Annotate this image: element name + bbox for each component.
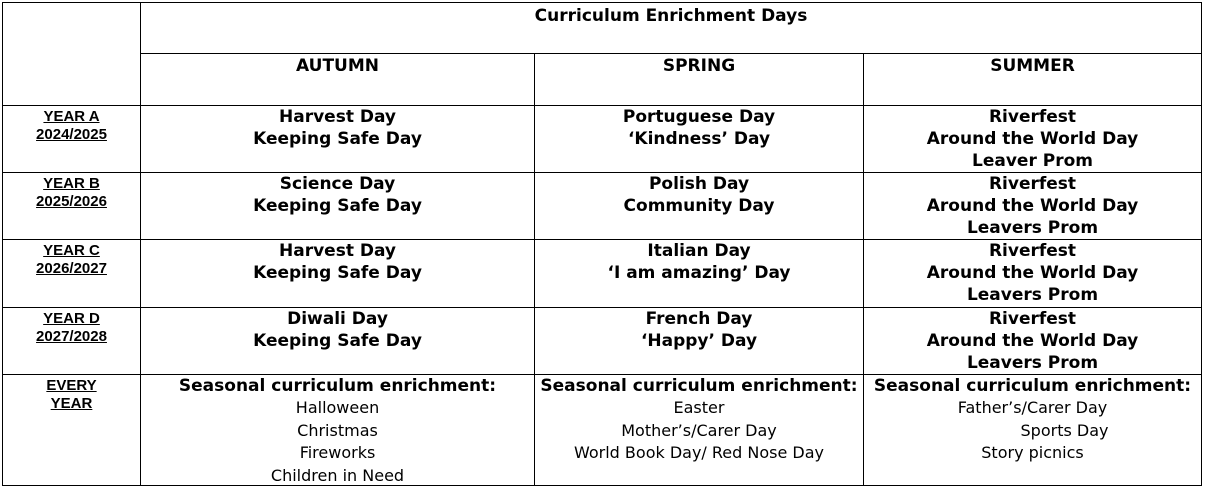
- event-item: Italian Day: [647, 241, 751, 261]
- table-border-right: [1201, 2, 1202, 486]
- year-a-summer-cell: [864, 106, 1201, 172]
- year-label-b: [3, 175, 140, 211]
- event-item: Riverfest: [988, 174, 1077, 194]
- event-item: Portuguese Day: [622, 107, 776, 127]
- year-label-d: [3, 310, 140, 346]
- event-item: Keeping Safe Day: [253, 263, 422, 283]
- event-item: Polish Day: [648, 174, 750, 194]
- event-item: French Day: [645, 309, 753, 329]
- event-item: ‘I am amazing’ Day: [607, 263, 791, 283]
- year-d-summer-cell: [864, 308, 1201, 374]
- seasonal-item: Fireworks: [299, 443, 376, 462]
- season-header-summer: SUMMER: [990, 56, 1075, 76]
- event-item: Around the World Day: [926, 331, 1139, 351]
- year-span: 2027/2028: [36, 328, 107, 345]
- seasonal-item: Story picnics: [981, 443, 1084, 462]
- year-span: 2024/2025: [36, 126, 107, 143]
- seasonal-item: Sports Day: [1020, 420, 1109, 440]
- seasonal-item: Christmas: [297, 420, 378, 440]
- event-item: Harvest Day: [279, 107, 396, 127]
- event-item: Around the World Day: [926, 263, 1139, 283]
- event-item: Harvest Day: [279, 241, 396, 261]
- event-item: Leavers Prom: [966, 285, 1099, 305]
- year-d-spring-cell: [535, 308, 863, 352]
- every-year-label: YEAR: [50, 395, 93, 412]
- event-item: Keeping Safe Day: [253, 129, 422, 149]
- seasonal-item: Easter: [673, 398, 725, 417]
- year-name: YEAR C: [43, 242, 100, 259]
- event-item: Leavers Prom: [966, 353, 1099, 373]
- event-item: Leavers Prom: [966, 218, 1099, 238]
- event-item: Diwali Day: [287, 309, 388, 329]
- year-c-autumn-cell: [141, 240, 534, 284]
- year-b-summer-cell: [864, 173, 1201, 239]
- event-item: ‘Kindness’ Day: [627, 129, 771, 149]
- year-span: 2026/2027: [36, 260, 107, 277]
- event-item: Riverfest: [988, 107, 1077, 127]
- year-label-a: [3, 108, 140, 144]
- every-year-spring-cell: [535, 375, 863, 465]
- event-item: ‘Happy’ Day: [640, 331, 758, 351]
- table-title: Curriculum Enrichment Days: [534, 6, 808, 26]
- season-header-autumn: AUTUMN: [296, 56, 379, 76]
- event-item: Riverfest: [988, 241, 1077, 261]
- seasonal-heading: Seasonal curriculum enrichment:: [540, 376, 858, 396]
- year-name: YEAR D: [43, 310, 100, 327]
- year-b-spring-cell: [535, 173, 863, 217]
- year-name: YEAR A: [43, 108, 100, 125]
- every-year-summer-cell: [864, 375, 1201, 465]
- table-border-top: [2, 2, 1202, 3]
- table-divider-title: [140, 53, 1202, 54]
- seasonal-item: Children in Need: [270, 465, 405, 485]
- season-header-spring: SPRING: [662, 56, 736, 76]
- seasonal-item: Mother’s/Carer Day: [621, 420, 777, 440]
- seasonal-item: Father’s/Carer Day: [957, 398, 1108, 417]
- year-a-autumn-cell: [141, 106, 534, 150]
- year-span: 2025/2026: [36, 193, 107, 210]
- event-item: Community Day: [623, 196, 775, 216]
- event-item: Keeping Safe Day: [253, 196, 422, 216]
- year-c-spring-cell: [535, 240, 863, 284]
- event-item: Science Day: [279, 174, 396, 194]
- year-label-every: [3, 377, 140, 413]
- year-name: YEAR B: [43, 175, 100, 192]
- event-item: Around the World Day: [926, 196, 1139, 216]
- year-d-autumn-cell: [141, 308, 534, 352]
- event-item: Riverfest: [988, 309, 1077, 329]
- event-item: Keeping Safe Day: [253, 331, 422, 351]
- year-a-spring-cell: [535, 106, 863, 150]
- seasonal-item: World Book Day/ Red Nose Day: [573, 443, 824, 462]
- year-label-c: [3, 242, 140, 278]
- every-year-label: EVERY: [46, 377, 97, 394]
- year-c-summer-cell: [864, 240, 1201, 306]
- event-item: Around the World Day: [926, 129, 1139, 149]
- seasonal-item: Halloween: [295, 398, 380, 417]
- seasonal-heading: Seasonal curriculum enrichment:: [873, 376, 1192, 396]
- year-b-autumn-cell: [141, 173, 534, 217]
- seasonal-heading: Seasonal curriculum enrichment:: [178, 376, 497, 396]
- every-year-autumn-cell: [141, 375, 534, 487]
- event-item: Leaver Prom: [972, 151, 1093, 171]
